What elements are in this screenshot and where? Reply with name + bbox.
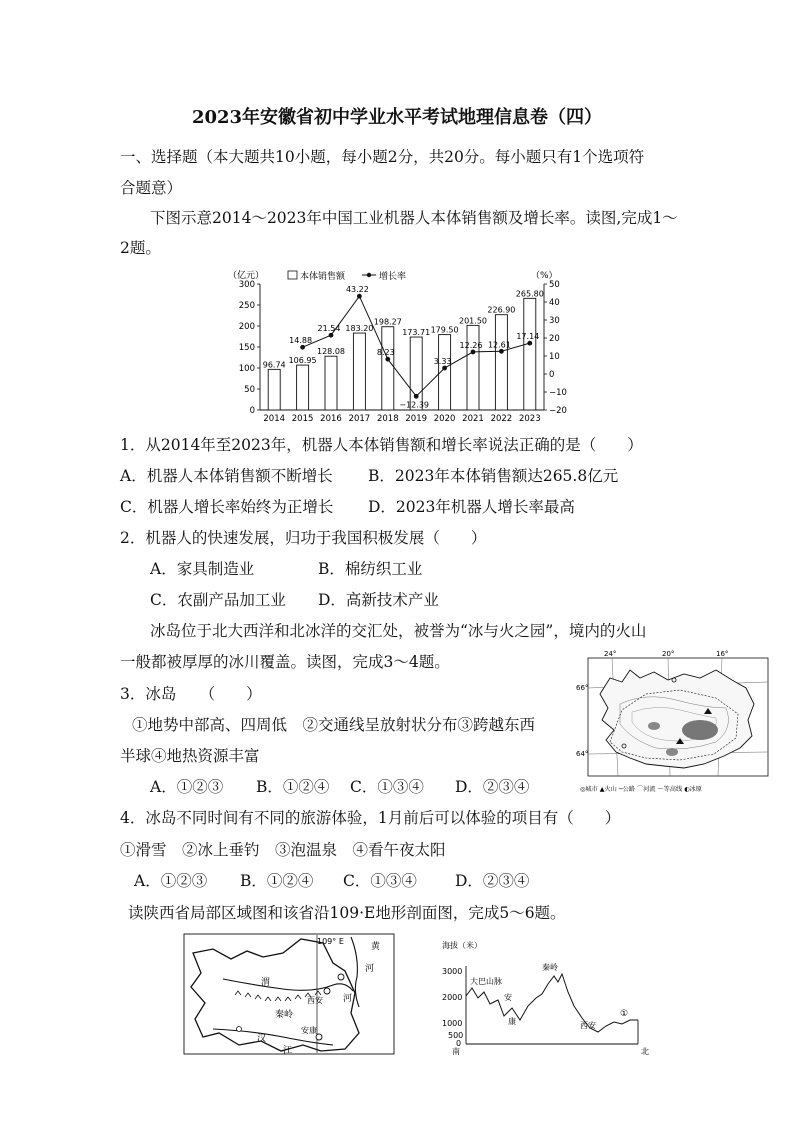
chart-left-tick-label: 200 xyxy=(238,322,255,332)
meridian-label: 109° E xyxy=(317,937,344,946)
chart-bar-label: 96.74 xyxy=(262,360,286,370)
q1-option-c[interactable]: C．机器人增长率始终为正增长 xyxy=(120,498,334,516)
chart-bar xyxy=(353,333,365,410)
chart-bar-label: 201.50 xyxy=(459,316,487,326)
profile-ytick-1000: 1000 xyxy=(442,1019,463,1028)
city-icon xyxy=(237,1027,242,1032)
iceland-legend: ◎城市 ▲火山 ─公路 ⌒河流 ～等高线 ◐冰原 xyxy=(580,786,702,793)
chart-bar xyxy=(268,369,280,410)
lat-label-66: 66° xyxy=(576,684,589,692)
lon-label-20: 20° xyxy=(662,650,675,658)
chart-legend xyxy=(288,270,406,282)
chart-line-label: 3.33 xyxy=(433,357,452,367)
chart-growth-point xyxy=(442,366,447,371)
chart-x-tick-label: 2021 xyxy=(462,414,484,424)
qinling-profile-label: 秦岭 xyxy=(542,963,558,972)
intro2-line1: 冰岛位于北大西洋和北冰洋的交汇处，被誉为“冰与火之园”，境内的火山 xyxy=(150,622,647,640)
profile-south-label: 南 xyxy=(452,1047,460,1056)
chart-x-tick-label: 2018 xyxy=(376,414,399,424)
q3-option-b[interactable]: B．①②④ xyxy=(256,778,330,796)
chart-bar-label: 173.71 xyxy=(402,328,431,338)
chart-bar xyxy=(467,325,479,410)
intro2-line2: 一般都被厚厚的冰川覆盖。读图，完成3～4题。 xyxy=(120,653,450,671)
q4-option-a[interactable]: A．①②③ xyxy=(134,872,208,890)
q3-option-c[interactable]: C．①③④ xyxy=(350,778,424,796)
chart-growth-point xyxy=(357,294,362,299)
profile-ytick-2000: 2000 xyxy=(442,993,463,1002)
chart-line-label: 12.26 xyxy=(459,340,483,350)
legend-line-label: 增长率 xyxy=(379,272,407,282)
chart-line-label: −12.39 xyxy=(399,400,430,410)
han-river-label-1: 汉 xyxy=(257,1034,267,1044)
chart-growth-point xyxy=(527,341,532,346)
chart-x-tick-label: 2017 xyxy=(348,414,371,424)
xian-label: 西安 xyxy=(307,996,323,1005)
chart-line-label: 8.23 xyxy=(376,348,395,358)
profile-ylabel: 海拔（米） xyxy=(442,941,482,950)
profile-ytick-3000: 3000 xyxy=(442,967,463,976)
intro1-line2: 2题。 xyxy=(120,239,161,257)
chart-bar xyxy=(524,298,536,410)
q2-stem: 2．机器人的快速发展，归功于我国积极发展（ ） xyxy=(120,529,487,547)
shaanxi-map xyxy=(183,933,395,1055)
section-heading-line1: 一、选择题（本大题共10小题，每小题2分，共20分。每小题只有1个选项符 xyxy=(120,148,645,166)
profile-ytick-0: 0 xyxy=(456,1039,462,1048)
chart-left-tick-label: 100 xyxy=(238,364,255,374)
chart-bar-label: 183.20 xyxy=(345,324,374,334)
chart-x-tick-label: 2016 xyxy=(320,414,342,424)
ankang-profile-label-2: 康 xyxy=(508,1017,516,1026)
chart-x-tick-label: 2020 xyxy=(433,414,456,424)
chart-growth-point xyxy=(329,333,334,338)
chart-line-label: 14.88 xyxy=(289,336,313,346)
iceland-map xyxy=(576,648,782,796)
chart-x-tick-label: 2023 xyxy=(518,414,541,424)
q3-stem: 3．冰岛 （ ） xyxy=(120,685,262,703)
yellow-river-label-2: 河 xyxy=(365,964,375,974)
chart-left-tick-label: 300 xyxy=(238,280,255,290)
chart-ylabel-left: （亿元） xyxy=(228,271,265,281)
chart-right-tick-label: 50 xyxy=(549,280,560,290)
wei-river-label-2: 河 xyxy=(343,994,353,1004)
chart-bar-label: 198.27 xyxy=(373,317,402,327)
yellow-river-label-1: 黄 xyxy=(371,942,381,952)
q3-statements-line2: 半球④地热资源丰富 xyxy=(120,747,260,765)
chart-bar-label: 265.80 xyxy=(515,289,544,299)
q3-statements-line1: ①地势中部高、四周低 ②交通线呈放射状分布③跨越东西 xyxy=(132,716,536,734)
lon-label-16: 16° xyxy=(716,650,729,658)
xian-city-icon xyxy=(324,988,330,994)
chart-left-tick-label: 150 xyxy=(238,343,255,353)
q1-stem: 1．从2014年至2023年，机器人本体销售额和增长率说法正确的是（ ） xyxy=(120,436,643,454)
qinling-label: 秦岭 xyxy=(275,1010,294,1020)
chart-bar xyxy=(325,356,337,410)
chart-line-label: 21.54 xyxy=(317,324,341,334)
q1-option-b[interactable]: B．2023年本体销售额达265.8亿元 xyxy=(368,467,619,485)
chart-growth-point xyxy=(414,394,419,399)
chart-bar xyxy=(495,315,507,410)
intro3-text: 读陕西省局部区域图和该省沿109·E地形剖面图，完成5～6题。 xyxy=(128,904,566,922)
chart-right-tick-label: −10 xyxy=(549,388,567,398)
q4-option-d[interactable]: D．②③④ xyxy=(455,872,530,890)
wei-river-label: 渭 xyxy=(261,978,271,988)
han-river-label-2: 江 xyxy=(283,1046,293,1055)
chart-bar-label: 128.08 xyxy=(317,347,345,357)
chart-line-label: 17.14 xyxy=(516,332,540,342)
intro1-line1: 下图示意2014～2023年中国工业机器人本体销售额及增长率。读图,完成1～ xyxy=(150,209,678,227)
q3-option-a[interactable]: A．①②③ xyxy=(150,778,224,796)
profile-ytick-500: 500 xyxy=(448,1031,464,1040)
q1-option-a[interactable]: A．机器人本体销售额不断增长 xyxy=(120,467,333,485)
chart-left-tick-label: 0 xyxy=(249,406,255,416)
chart-left-tick-label: 50 xyxy=(244,385,255,395)
section-heading-line2: 合题意） xyxy=(120,179,183,197)
q4-items: ①滑雪 ②冰上垂钓 ③泡温泉 ④看午夜太阳 xyxy=(120,841,446,859)
chart-right-tick-label: −20 xyxy=(549,406,567,416)
glacier-langjokull xyxy=(648,722,660,730)
chart-right-tick-label: 0 xyxy=(549,370,555,380)
q2-option-d[interactable]: D．高新技术产业 xyxy=(318,591,439,609)
chart-right-tick-label: 30 xyxy=(549,316,560,326)
q4-option-b[interactable]: B．①②④ xyxy=(240,872,314,890)
q4-stem: 4．冰岛不同时间有不同的旅游体验，1月前后可以体验的项目有（ ） xyxy=(120,809,621,827)
dabashan-label: 大巴山脉 xyxy=(470,977,502,986)
chart-growth-point xyxy=(471,350,476,355)
lon-label-24: 24° xyxy=(604,650,617,658)
chart-x-tick-label: 2019 xyxy=(405,414,428,424)
chart-bar-label: 179.50 xyxy=(430,325,459,335)
q2-option-a[interactable]: A．家具制造业 xyxy=(150,560,255,578)
chart-bar-label: 226.90 xyxy=(487,305,516,315)
chart-growth-point xyxy=(499,349,504,354)
ankang-profile-label-1: 安 xyxy=(504,993,512,1002)
city-icon xyxy=(338,974,344,980)
lat-label-64: 64° xyxy=(576,750,589,758)
glacier-myrdalsjokull xyxy=(666,748,678,756)
legend-bar-label: 本体销售额 xyxy=(300,272,346,282)
chart-x-tick-label: 2022 xyxy=(490,414,513,424)
chart-bar xyxy=(382,327,394,410)
q2-option-b[interactable]: B．棉纺织工业 xyxy=(318,560,423,578)
chart-line-label: 43.22 xyxy=(345,285,369,295)
chart-line-label: 12.61 xyxy=(487,340,511,350)
robot-sales-chart xyxy=(226,266,576,426)
xian-profile-label: 西安 xyxy=(580,1021,596,1030)
q4-option-c[interactable]: C．①③④ xyxy=(343,872,417,890)
chart-ylabel-right: （%） xyxy=(531,271,558,281)
ankang-label: 安康 xyxy=(301,1026,317,1035)
chart-right-tick-label: 20 xyxy=(549,334,560,344)
page-title: 2023年安徽省初中学业水平考试地理信息卷（四） xyxy=(191,107,603,128)
chart-bar xyxy=(410,337,422,410)
q1-option-d[interactable]: D．2023年机器人增长率最高 xyxy=(368,498,575,516)
q3-option-d[interactable]: D．②③④ xyxy=(455,778,530,796)
profile-marker-1: ① xyxy=(620,1009,629,1019)
chart-x-tick-label: 2015 xyxy=(291,414,314,424)
chart-right-tick-label: 40 xyxy=(549,298,560,308)
terrain-profile xyxy=(436,936,656,1056)
chart-growth-point xyxy=(385,357,390,362)
glacier-vatnajokull xyxy=(682,720,718,740)
chart-growth-point xyxy=(300,345,305,350)
chart-x-tick-label: 2014 xyxy=(263,414,286,424)
q2-option-c[interactable]: C．农副产品加工业 xyxy=(150,591,286,609)
chart-right-tick-label: 10 xyxy=(549,352,560,362)
profile-north-label: 北 xyxy=(641,1047,649,1056)
chart-bar-label: 106.95 xyxy=(288,356,317,366)
chart-bar xyxy=(297,365,309,410)
chart-left-tick-label: 250 xyxy=(238,301,255,311)
